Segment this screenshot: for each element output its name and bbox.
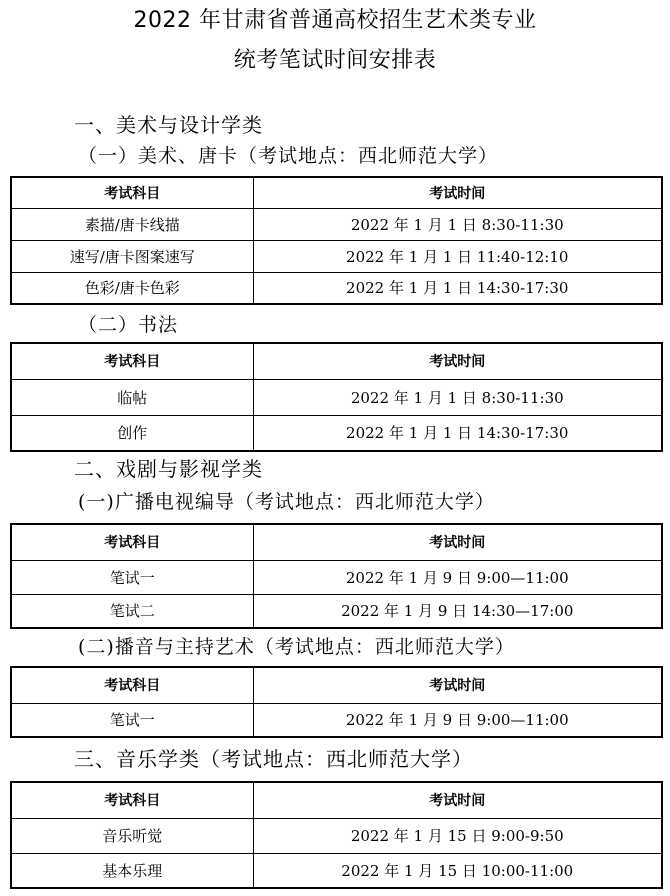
- header-subject: 考试科目: [11, 343, 253, 379]
- header-subject: 考试科目: [11, 524, 253, 560]
- time-cell: 2022 年 1 月 9 日 9:00—11:00: [253, 703, 662, 737]
- subject-cell: 音乐听觉: [11, 818, 253, 853]
- table-row: [11, 272, 662, 304]
- time-cell: 2022 年 1 月 1 日 14:30-17:30: [253, 415, 662, 451]
- subsection-heading-announcing-hosting: (二)播音与主持艺术（考试地点：西北师范大学）: [78, 636, 515, 658]
- time-cell: 2022 年 1 月 1 日 11:40-12:10: [253, 240, 662, 272]
- subject-cell: 基本乐理: [11, 853, 253, 888]
- time-cell: 2022 年 1 月 15 日 9:00-9:50: [253, 818, 662, 853]
- schedule-table-calligraphy: [10, 342, 663, 452]
- section-heading-music: 三、音乐学类（考试地点：西北师范大学）: [74, 747, 473, 771]
- subject-cell: 速写/唐卡图案速写: [11, 240, 253, 272]
- header-time: 考试时间: [253, 177, 662, 208]
- doc-title-line1: 2022 年甘肃省普通高校招生艺术类专业: [133, 8, 537, 33]
- table-row: [11, 818, 662, 853]
- time-cell: 2022 年 1 月 15 日 10:00-11:00: [253, 853, 662, 888]
- time-cell: 2022 年 1 月 1 日 8:30-11:30: [253, 379, 662, 415]
- header-time: 考试时间: [253, 667, 662, 703]
- schedule-table-announcing-hosting: [10, 666, 663, 738]
- subject-cell: 色彩/唐卡色彩: [11, 272, 253, 304]
- subject-cell: 临帖: [11, 379, 253, 415]
- table-row: [11, 208, 662, 240]
- table-row: [11, 415, 662, 451]
- table-row: [11, 379, 662, 415]
- time-cell: 2022 年 1 月 9 日 14:30—17:00: [253, 594, 662, 628]
- header-time: 考试时间: [253, 343, 662, 379]
- schedule-table-fine-art: [10, 176, 663, 305]
- schedule-table-music: [10, 781, 663, 889]
- subject-cell: 创作: [11, 415, 253, 451]
- subsection-heading-broadcast-directing: (一)广播电视编导（考试地点：西北师范大学）: [78, 491, 495, 513]
- schedule-table-broadcast-directing: [10, 523, 663, 629]
- table-row: [11, 853, 662, 888]
- header-subject: 考试科目: [11, 177, 253, 208]
- subject-cell: 笔试一: [11, 560, 253, 594]
- time-cell: 2022 年 1 月 1 日 14:30-17:30: [253, 272, 662, 304]
- header-subject: 考试科目: [11, 782, 253, 818]
- table-header-row: [11, 177, 662, 208]
- subsection-heading-fine-art: （一）美术、唐卡（考试地点：西北师范大学）: [78, 145, 499, 167]
- table-header-row: [11, 343, 662, 379]
- doc-title-line2: 统考笔试时间安排表: [233, 48, 437, 73]
- table-row: [11, 560, 662, 594]
- subject-cell: 笔试一: [11, 703, 253, 737]
- table-header-row: [11, 524, 662, 560]
- table-row: [11, 240, 662, 272]
- table-header-row: [11, 667, 662, 703]
- time-cell: 2022 年 1 月 9 日 9:00—11:00: [253, 560, 662, 594]
- time-cell: 2022 年 1 月 1 日 8:30-11:30: [253, 208, 662, 240]
- subject-cell: 素描/唐卡线描: [11, 208, 253, 240]
- header-subject: 考试科目: [11, 667, 253, 703]
- section-heading-art-design: 一、美术与设计学类: [74, 113, 263, 137]
- subsection-heading-calligraphy: （二）书法: [78, 314, 179, 336]
- subject-cell: 笔试二: [11, 594, 253, 628]
- table-row: [11, 594, 662, 628]
- section-heading-drama-film: 二、戏剧与影视学类: [74, 457, 263, 481]
- header-time: 考试时间: [253, 782, 662, 818]
- table-row: [11, 703, 662, 737]
- table-header-row: [11, 782, 662, 818]
- header-time: 考试时间: [253, 524, 662, 560]
